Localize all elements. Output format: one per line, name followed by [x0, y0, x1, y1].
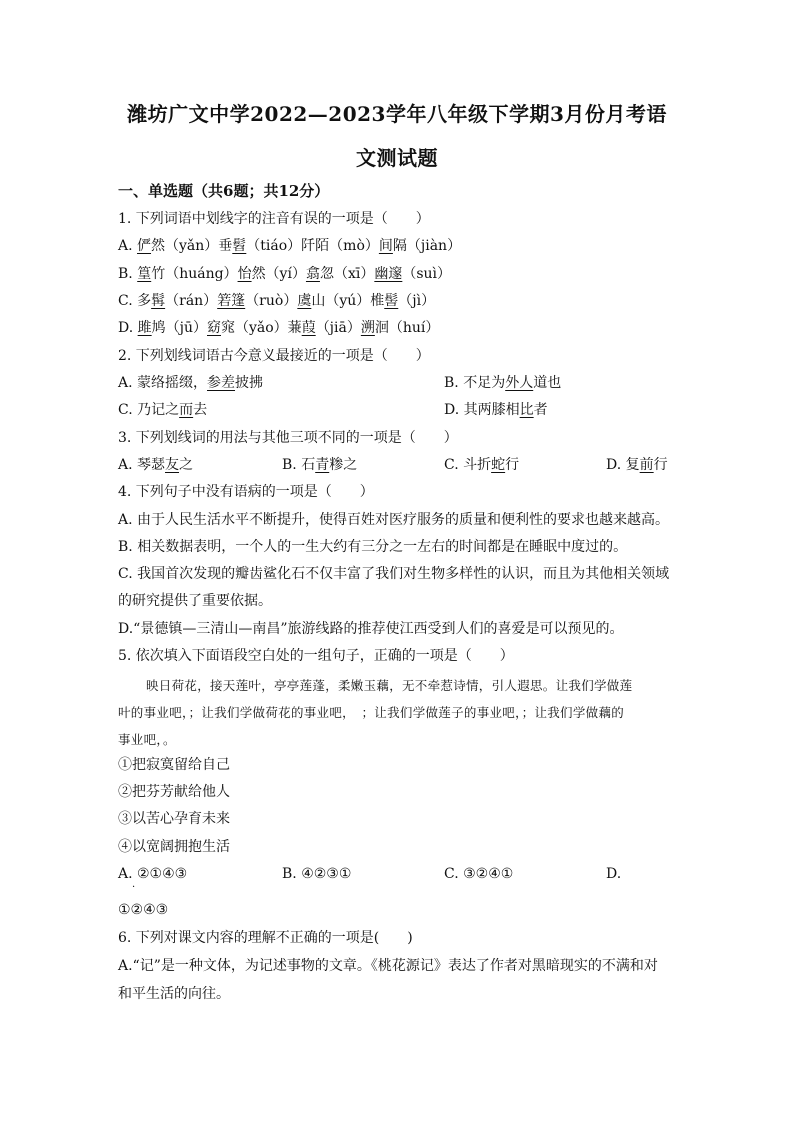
- q1-b-word1: 篁: [137, 266, 152, 282]
- q1-c-word1: 髯: [151, 293, 166, 309]
- q3-option-a[interactable]: [118, 455, 193, 475]
- q5-option-d-value: ①②④③: [118, 902, 169, 918]
- q1-d-word2: 窈: [207, 320, 221, 336]
- q1-b-prefix: B.: [118, 266, 138, 282]
- q1-d-word3: 葭: [301, 320, 316, 336]
- stray-dot-mark: ·: [132, 882, 136, 893]
- q2-option-a[interactable]: [118, 373, 263, 393]
- q1-a-text1: 然（yǎn）垂: [151, 238, 233, 254]
- q2-option-b[interactable]: [444, 373, 561, 393]
- q4-option-d[interactable]: D.“景德镇—三清山—南昌”旅游线路的推荐使江西受到人们的喜爱是可以预见的。: [118, 621, 624, 637]
- section-heading: 一、单选题（共6题；共12分）: [118, 182, 330, 200]
- q1-d-word4: 溯: [360, 320, 375, 336]
- q2-c-word: 而: [179, 402, 194, 418]
- q1-option-c: [118, 291, 435, 311]
- q5-passage-line1: 映日荷花，接天莲叶，亭亭莲蓬，柔嫩玉藕，无不牵惹诗情，引人遐思。让我们学做莲: [146, 678, 633, 693]
- q3-d-prefix: D. 复: [606, 457, 640, 473]
- q1-d-text1: 鸠（jū）: [151, 320, 207, 336]
- q1-d-text2: 窕（yǎo）蒹: [221, 320, 302, 336]
- q1-stem: 1. 下列词语中划线字的注音有误的一项是（ ）: [118, 211, 430, 227]
- q5-sentence-3: ③以苦心孕育未来: [118, 811, 230, 827]
- q1-b-text3: 忽（xī）: [319, 266, 375, 282]
- q1-a-text2: （tiáo）阡陌（mò）: [246, 238, 379, 254]
- q5-sentence-2: ②把芬芳献给他人: [118, 784, 230, 800]
- q1-option-d: [118, 318, 439, 338]
- q6-option-a-line2: 和平生活的向往。: [118, 986, 230, 1002]
- q3-option-c[interactable]: [444, 455, 519, 475]
- q2-b-suffix: 道也: [533, 375, 562, 391]
- q2-d-word: 比: [519, 402, 534, 418]
- q3-a-word: 友: [165, 457, 180, 473]
- q3-stem: 3. 下列划线词的用法与其他三项不同的一项是（ ）: [118, 430, 458, 446]
- q2-option-d[interactable]: [444, 400, 548, 420]
- q1-b-word4: 幽邃: [374, 266, 403, 282]
- q2-d-suffix: 者: [533, 402, 548, 418]
- q1-d-text4: 洄（huí）: [374, 320, 440, 336]
- q1-c-prefix: C. 多: [118, 293, 152, 309]
- q1-c-text1: （rán）: [165, 293, 218, 309]
- q3-option-d[interactable]: [606, 455, 668, 475]
- q5-passage-line2: 叶的事业吧，；让我们学做荷花的事业吧， ；让我们学做莲子的事业吧，；让我们学做藕的: [118, 705, 625, 720]
- q3-c-word: 蛇: [491, 457, 506, 473]
- q5-sentence-4: ④以宽阔拥抱生活: [118, 839, 230, 855]
- q2-c-suffix: 去: [193, 402, 208, 418]
- q6-stem: 6. 下列对课文内容的理解不正确的一项是( ): [118, 930, 413, 946]
- q2-a-suffix: 披拂: [235, 375, 264, 391]
- q3-a-prefix: A. 琴瑟: [118, 457, 166, 473]
- q3-b-word: 青: [315, 457, 330, 473]
- q5-option-d[interactable]: D.: [606, 866, 622, 882]
- q1-option-a: [118, 236, 461, 256]
- q2-a-word: 参差: [207, 375, 236, 391]
- q1-b-word2: 怡: [237, 266, 252, 282]
- q3-c-suffix: 行: [505, 457, 520, 473]
- q2-a-prefix: A. 蒙络摇缀，: [118, 375, 208, 391]
- q2-stem: 2. 下列划线词语古今意义最接近的一项是（ ）: [118, 348, 430, 364]
- q1-b-text1: 竹（huáng）: [151, 266, 238, 282]
- exam-title-line1: 潍坊广文中学2022—2023学年八年级下学期3月份月考语: [127, 102, 667, 126]
- q1-a-word2: 髫: [232, 238, 247, 254]
- q1-a-word3: 间: [378, 238, 393, 254]
- q1-b-text2: 然（yí）: [251, 266, 306, 282]
- q1-c-word2: 箬篷: [217, 293, 246, 309]
- q4-stem: 4. 下列句子中没有语病的一项是（ ）: [118, 484, 374, 500]
- q1-option-b: [118, 264, 451, 284]
- q2-b-word: 外人: [505, 375, 534, 391]
- q5-option-b[interactable]: B. ④②③①: [282, 866, 352, 882]
- q5-stem: 5. 依次填入下面语段空白处的一组句子，正确的一项是（ ）: [118, 648, 514, 664]
- q3-option-b[interactable]: [282, 455, 357, 475]
- q1-c-text4: （jì）: [398, 293, 436, 309]
- q1-c-text3: 山（yú）椎: [311, 293, 385, 309]
- q3-d-suffix: 行: [653, 457, 668, 473]
- q1-a-prefix: A.: [118, 238, 138, 254]
- q1-c-text2: （ruò）: [245, 293, 298, 309]
- q1-d-text3: （jiā）: [315, 320, 361, 336]
- q4-option-b[interactable]: B. 相关数据表明，一个人的一生大约有三分之一左右的时间都是在睡眠中度过的。: [118, 539, 628, 555]
- q5-sentence-1: ①把寂寞留给自己: [118, 757, 230, 773]
- q5-passage-line3: 事业吧，。: [118, 732, 176, 747]
- q3-c-prefix: C. 斗折: [444, 457, 492, 473]
- q4-option-c-line2: 的研究提供了重要依据。: [118, 593, 272, 609]
- q5-option-c[interactable]: C. ③②④①: [444, 866, 514, 882]
- q1-c-word4: 髻: [384, 293, 399, 309]
- q1-a-word1: 俨: [137, 238, 152, 254]
- q4-option-a[interactable]: A. 由于人民生活水平不断提升，使得百姓对医疗服务的质量和便利性的要求也越来越高。: [118, 512, 670, 528]
- q1-a-text3: 隔（jiàn）: [392, 238, 462, 254]
- q1-d-prefix: D.: [118, 320, 138, 336]
- q1-b-word3: 翕: [305, 266, 320, 282]
- q3-b-suffix: 糁之: [329, 457, 358, 473]
- q1-d-word1: 雎: [137, 320, 152, 336]
- q5-option-a[interactable]: A. ②①④③: [118, 866, 188, 882]
- q1-b-text4: （suì）: [402, 266, 452, 282]
- q2-c-prefix: C. 乃记之: [118, 402, 180, 418]
- q6-option-a-line1[interactable]: A.“记”是一种文体，为记述事物的文章。《桃花源记》表达了作者对黑暗现实的不满和对: [118, 958, 658, 974]
- q3-d-word: 前: [639, 457, 654, 473]
- q1-c-word3: 虞: [297, 293, 312, 309]
- q2-d-prefix: D. 其两膝相: [444, 402, 520, 418]
- q2-option-c[interactable]: [118, 400, 207, 420]
- q3-a-suffix: 之: [179, 457, 194, 473]
- q3-b-prefix: B. 石: [282, 457, 316, 473]
- q2-b-prefix: B. 不足为: [444, 375, 506, 391]
- exam-title-line2: 文测试题: [356, 146, 438, 170]
- q4-option-c-line1[interactable]: C. 我国首次发现的瓣齿鲨化石不仅丰富了我们对生物多样性的认识，而且为其他相关领域: [118, 566, 670, 582]
